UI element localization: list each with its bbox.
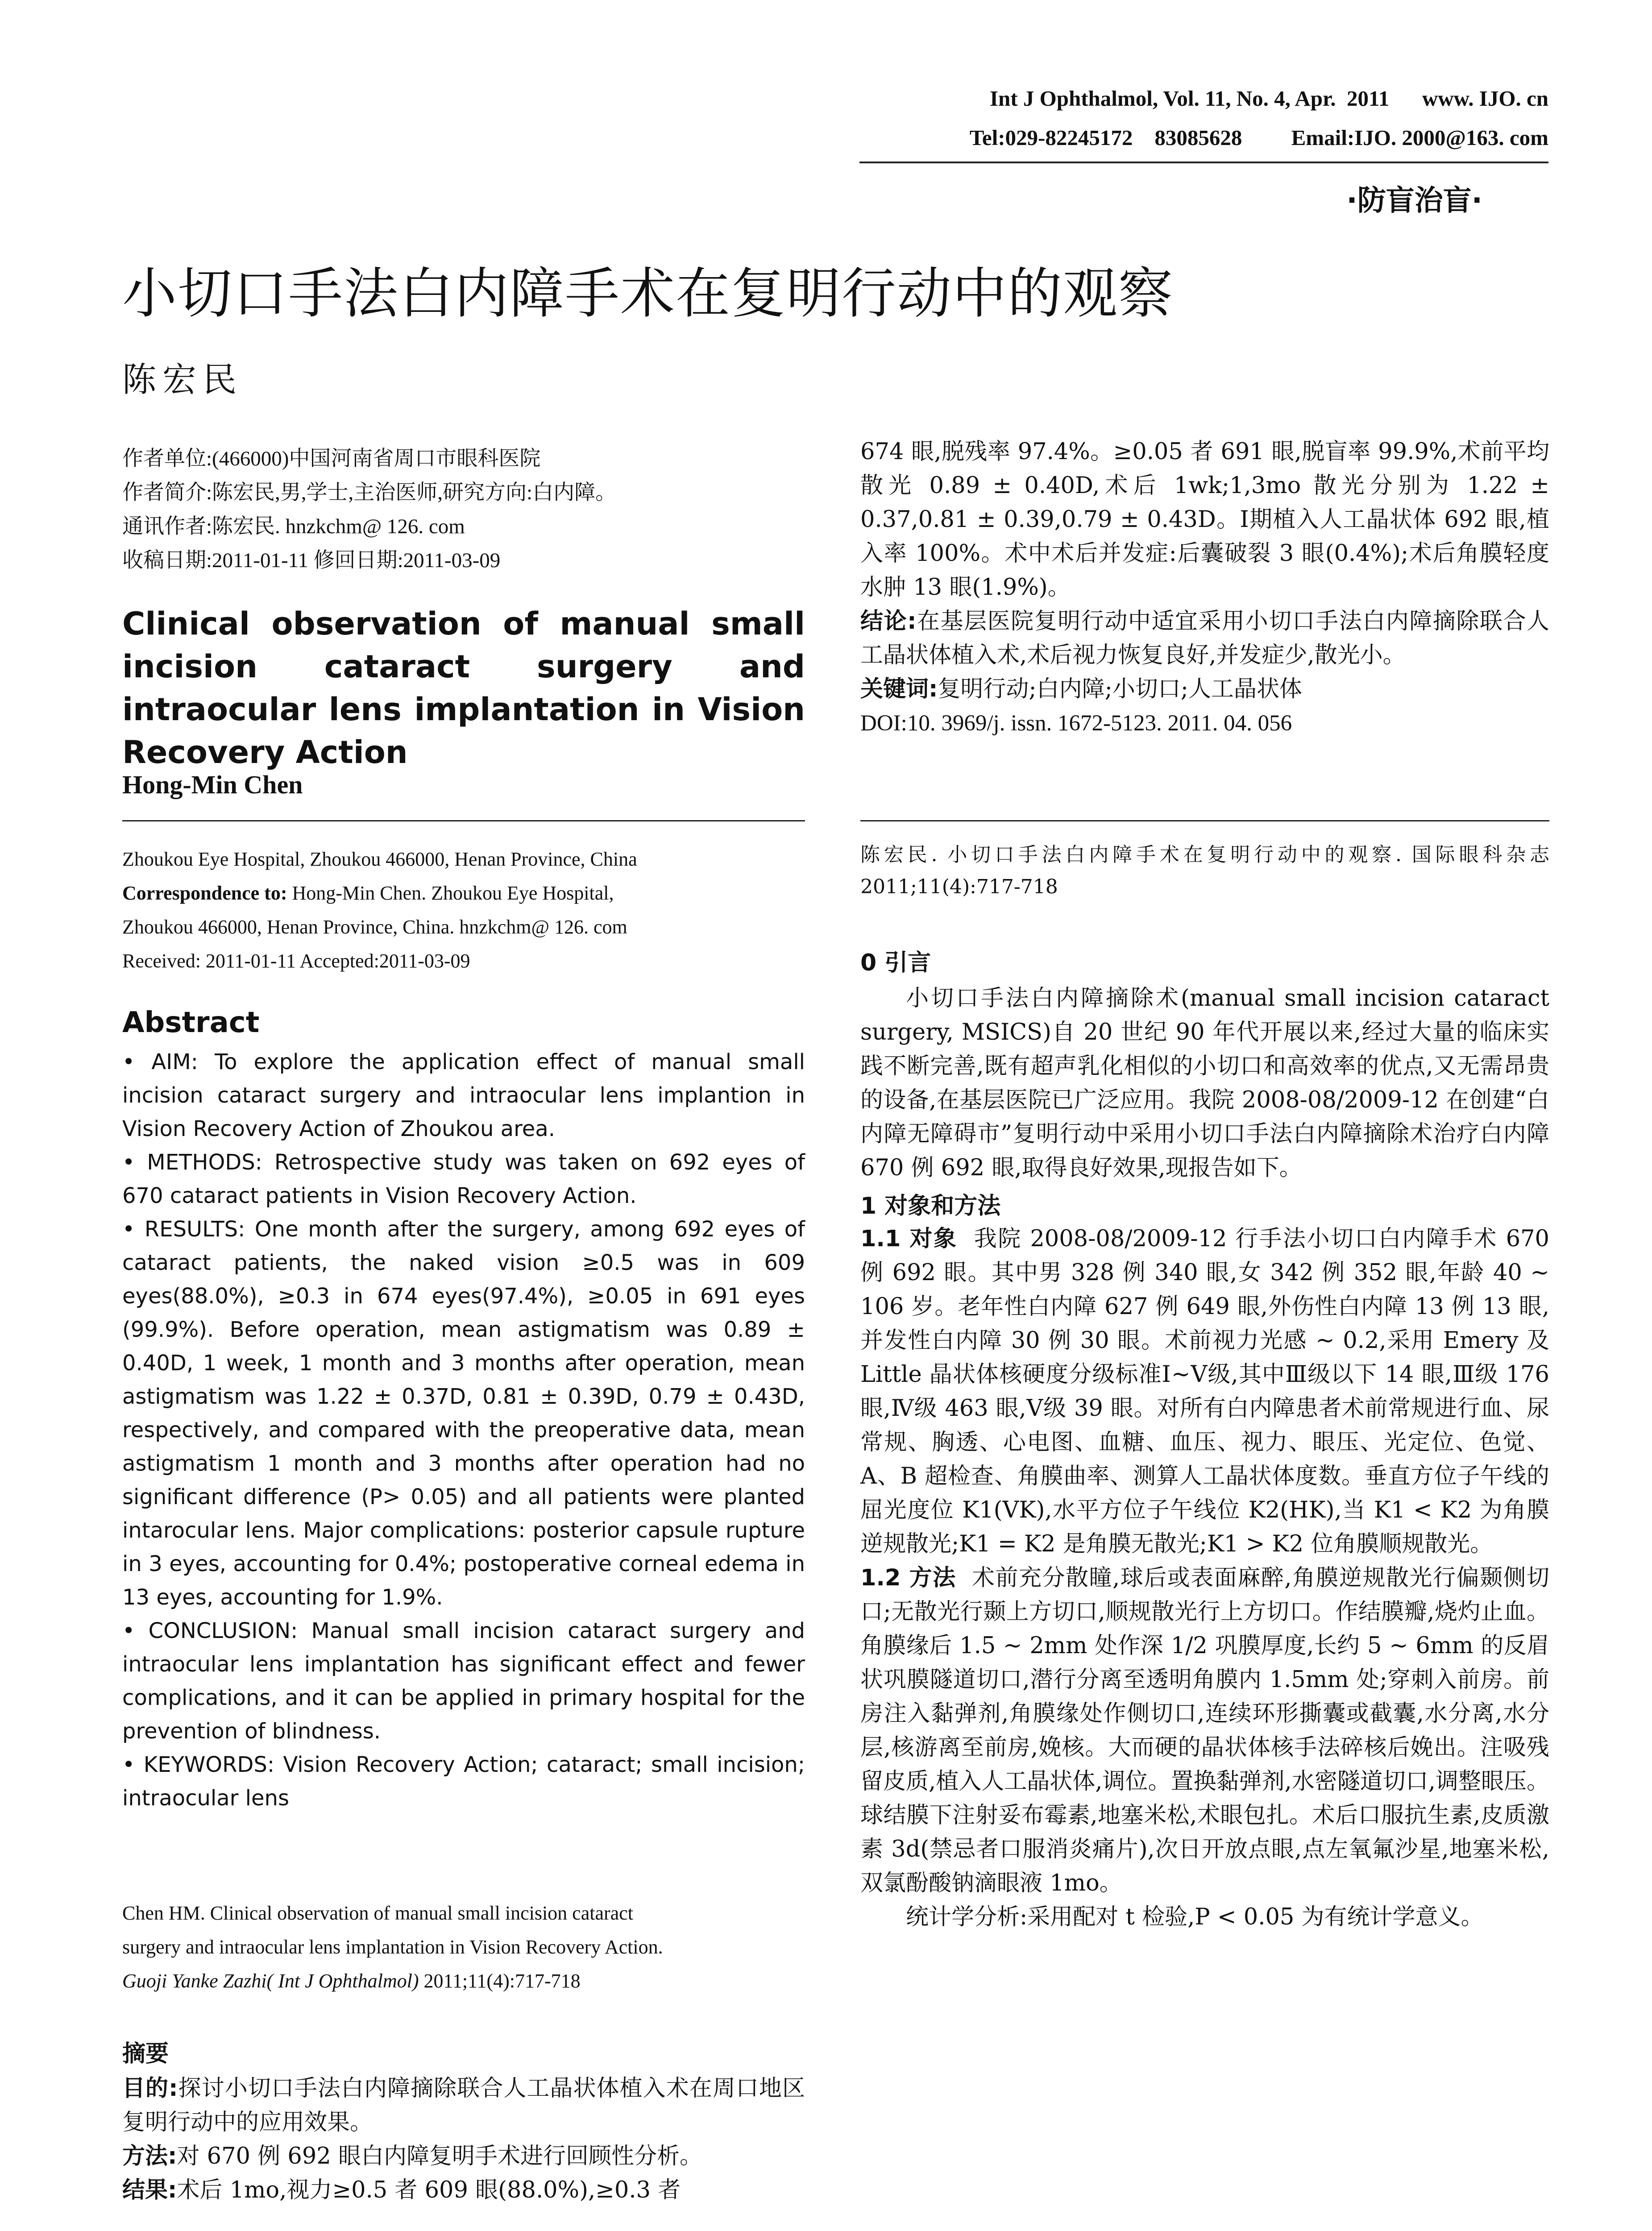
abstract-aim: • AIM: To explore the application effect of manual small incision cataract surgery and intraocular lens implantion in Vision Recovery Action of Zhoukou area. xyxy=(122,1049,805,1141)
title-en: Clinical observation of manual small incision cataract surgery and intraocular lens implantation in Vision Recovery Action xyxy=(122,605,805,771)
keywords-text: 复明行动;白内障;小切口;人工晶状体 xyxy=(938,676,1302,702)
conclusion-text: 在基层医院复明行动中适宜采用小切口手法白内障摘除联合人工晶状体植入术,术后视力恢复良好,并发症少,散光小。 xyxy=(860,608,1549,668)
section-1-1-text: 我院 2008-08/2009-12 行手法小切口白内障手术 670 例 692 眼。其中男 328 例 340 眼,女 342 例 352 眼,年龄 40 ~ 106 岁。老年性白内障 627 例 649 眼,外伤性白内障 13 例 13 眼,并发性白内障 30 例 30 眼。术前视力光感 ~ 0.2,采用 Emery 及 Little 晶状体核硬度分级标准Ⅰ~Ⅴ级,其中Ⅲ级以下 14 眼,Ⅲ级 176 眼,Ⅳ级 463 眼,Ⅴ级 39 眼。对所有白内障患者术前常规进行血、尿常规、胸透、心电图、血糖、血压、视力、眼压、光定位、色觉、A、B 超检查、角膜曲率、测算人工晶状体度数。垂直方位子午线的屈光度位 K1(VK),水平方位子午线位 K2(HK),当 K1 < K2 为角膜逆规散光;K1 = K2 是角膜无散光;K1 > K2 位角膜顺规散光。 xyxy=(860,1226,1549,1557)
citation-line: surgery and intraocular lens implantation in Vision Recovery Action. xyxy=(122,1936,663,1958)
abstract-cn-heading: 摘要 xyxy=(122,2040,169,2067)
journal-header-line1: Int J Ophthalmol, Vol. 11, No. 4, Apr. 2011 www. IJO. cn xyxy=(989,86,1548,111)
info-line: 收稿日期:2011-01-11 修回日期:2011-03-09 xyxy=(122,549,501,572)
abstract-cn-keywords xyxy=(860,672,1549,706)
journal-header-line2: Tel:029-82245172 83085628 Email:IJO. 2000@163. com xyxy=(969,125,1548,150)
info-line: 作者简介:陈宏民,男,学士,主治医师,研究方向:白内障。 xyxy=(122,481,617,504)
article-body xyxy=(860,944,1549,1934)
citation-rule xyxy=(860,820,1549,821)
abstract-cn-aim xyxy=(122,2072,805,2140)
aim-text: 探讨小切口手法白内障摘除联合人工晶状体植入术在周口地区复明行动中的应用效果。 xyxy=(122,2075,805,2136)
section-1-2-text: 术前充分散瞳,球后或表面麻醉,角膜逆规散光行偏颞侧切口;无散光行颞上方切口,顺规散光行上方切口。作结膜瓣,烧灼止血。角膜缘后 1.5 ~ 2mm 处作深 1/2 巩膜厚度,长约 5 ~ 6mm 的反眉状巩膜隧道切口,潜行分离至透明角膜内 1.5mm 处;穿刺入前房。前房注入黏弹剂,角膜缘处作侧切口,连续环形撕囊或截囊,水分离,水分层,核游离至前房,娩核。大而硬的晶状体核手法碎核后娩出。注吸残留皮质,植入人工晶状体,调位。置换黏弹剂,水密隧道切口,调整眼压。球结膜下注射妥布霉素,地塞米松,术眼包扎。术后口服抗生素,皮质激素 3d(禁忌者口服消炎痛片),次日开放点眼,点左氧氟沙星,地塞米松,双氯酚酸钠滴眼液 1mo。 xyxy=(860,1565,1549,1896)
correspondence-line xyxy=(122,876,805,910)
intro-paragraph: 小切口手法白内障摘除术(manual small incision cataract surgery, MSICS)自 20 世纪 90 年代开展以来,经过大量的临床实践不断完善,既有超声乳化相似的小切口和高效率的优点,又无需昂贵的设备,在基层医院已广泛应用。我院 2008-08/2009-12 在创建“白内障无障碍市”复明行动中采用小切口手法白内障摘除术治疗白内障 670 例 692 眼,取得良好效果,现报告如下。 xyxy=(860,985,1549,1181)
keywords-label: 关键词: xyxy=(860,676,938,702)
affiliation-line: Zhoukou 466000, Henan Province, China. hnzkchm@ 126. com xyxy=(122,916,627,938)
abstract-en xyxy=(122,1006,805,1815)
info-line: 作者单位:(466000)中国河南省周口市眼科医院 xyxy=(122,447,541,470)
doi: DOI:10. 3969/j. issn. 1672-5123. 2011. 04. 056 xyxy=(860,711,1292,736)
affiliation-en xyxy=(122,842,805,978)
abstract-cn-conclusion xyxy=(860,605,1549,672)
received-line: Received: 2011-01-11 Accepted:2011-03-09 xyxy=(122,950,470,972)
abstract-keywords: • KEYWORDS: Vision Recovery Action; cataract; small incision; intraocular lens xyxy=(122,1752,805,1811)
citation-line: Chen HM. Clinical observation of manual small incision cataract xyxy=(122,1902,633,1924)
abstract-cn xyxy=(122,2035,805,2207)
citation-cn-text: 陈宏民. 小切口手法白内障手术在复明行动中的观察. 国际眼科杂志 2011;11(4):717-718 xyxy=(860,843,1549,898)
abstract-heading: Abstract xyxy=(122,1006,260,1039)
results-label: 结果: xyxy=(122,2177,177,2203)
abstract-cn-results xyxy=(122,2173,805,2207)
author-en: Hong-Min Chen xyxy=(122,770,303,799)
section-1-2-label: 1.2 方法 xyxy=(860,1565,956,1591)
abstract-results: • RESULTS: One month after the surgery, among 692 eyes of cataract patients, the naked vision ≥0.5 was in 609 eyes(88.0%), ≥0.3 in 674 eyes(97.4%), ≥0.05 in 691 eyes (99.9%). Before operation, mean astigmatism was 0.89 ± 0.40D, 1 week, 1 month and 3 months after operation, mean astigmatism was 1.22 ± 0.37D, 0.81 ± 0.39D, 0.79 ± 0.43D, respectively, and compared with the preoperative data, mean astigmatism 1 month and 3 months after operation had no significant difference (P> 0.05) and all patients were planted intarocular lens. Major complications: posterior capsule rupture in 3 eyes, accounting for 0.4%; postoperative corneal edema in 13 eyes, accounting for 1.9%. xyxy=(122,1217,805,1610)
methods-text: 对 670 例 692 眼白内障复明手术进行回顾性分析。 xyxy=(177,2143,702,2169)
conclusion-label: 结论: xyxy=(860,608,917,634)
affiliation-line: Zhoukou Eye Hospital, Zhoukou 466000, Henan Province, China xyxy=(122,848,637,870)
author-rule xyxy=(122,820,805,821)
citation-journal: Guoji Yanke Zazhi( Int J Ophthalmol) xyxy=(122,1970,419,1992)
correspondence-text: Hong-Min Chen. Zhoukou Eye Hospital, xyxy=(287,882,614,904)
abstract-conclusion: • CONCLUSION: Manual small incision cataract surgery and intraocular lens implantation has significant effect and fewer complications, and it can be applied in primary hospital for the prevention of blindness. xyxy=(122,1618,805,1744)
aim-label: 目的: xyxy=(122,2075,178,2102)
results-text: 术后 1mo,视力≥0.5 者 609 眼(88.0%),≥0.3 者 xyxy=(177,2177,681,2203)
intro-heading: 0 引言 xyxy=(860,950,931,976)
abstract-methods: • METHODS: Retrospective study was taken on 692 eyes of 670 cataract patients in Vision Recovery Action. xyxy=(122,1150,805,1208)
author-info-cn xyxy=(122,442,805,577)
section-1-1-label: 1.1 对象 xyxy=(860,1226,958,1252)
citation-en xyxy=(122,1896,805,1998)
methods-heading: 1 对象和方法 xyxy=(860,1193,1001,1219)
results-continued: 674 眼,脱残率 97.4%。≥0.05 者 691 眼,脱盲率 99.9%,术前平均散光 0.89 ± 0.40D,术后 1wk;1,3mo 散光分别为 1.22 ± 0.37,0.81 ± 0.39,0.79 ± 0.43D。Ⅰ期植入人工晶状体 692 眼,植入率 100%。术中术后并发症:后囊破裂 3 眼(0.4%);术后角膜轻度水肿 13 眼(1.9%)。 xyxy=(860,439,1549,601)
statistics-paragraph: 统计学分析:采用配对 t 检验,P < 0.05 为有统计学意义。 xyxy=(906,1904,1484,1930)
abstract-cn-continued xyxy=(860,435,1549,740)
citation-line xyxy=(122,1964,805,1998)
abstract-cn-methods xyxy=(122,2140,805,2173)
section-1-1 xyxy=(860,1222,1549,1561)
citation-cn xyxy=(860,839,1549,903)
correspondence-label: Correspondence to: xyxy=(122,882,287,904)
section-1-2 xyxy=(860,1561,1549,1900)
info-line: 通讯作者:陈宏民. hnzkchm@ 126. com xyxy=(122,515,465,538)
citation-volume: 2011;11(4):717-718 xyxy=(419,1970,581,1992)
column-tag: ·防盲治盲· xyxy=(1346,184,1482,217)
methods-label: 方法: xyxy=(122,2143,177,2169)
title-cn: 小切口手法白内障手术在复明行动中的观察 xyxy=(122,262,1174,325)
header-rule xyxy=(859,162,1548,163)
author-cn: 陈宏民 xyxy=(122,360,243,399)
